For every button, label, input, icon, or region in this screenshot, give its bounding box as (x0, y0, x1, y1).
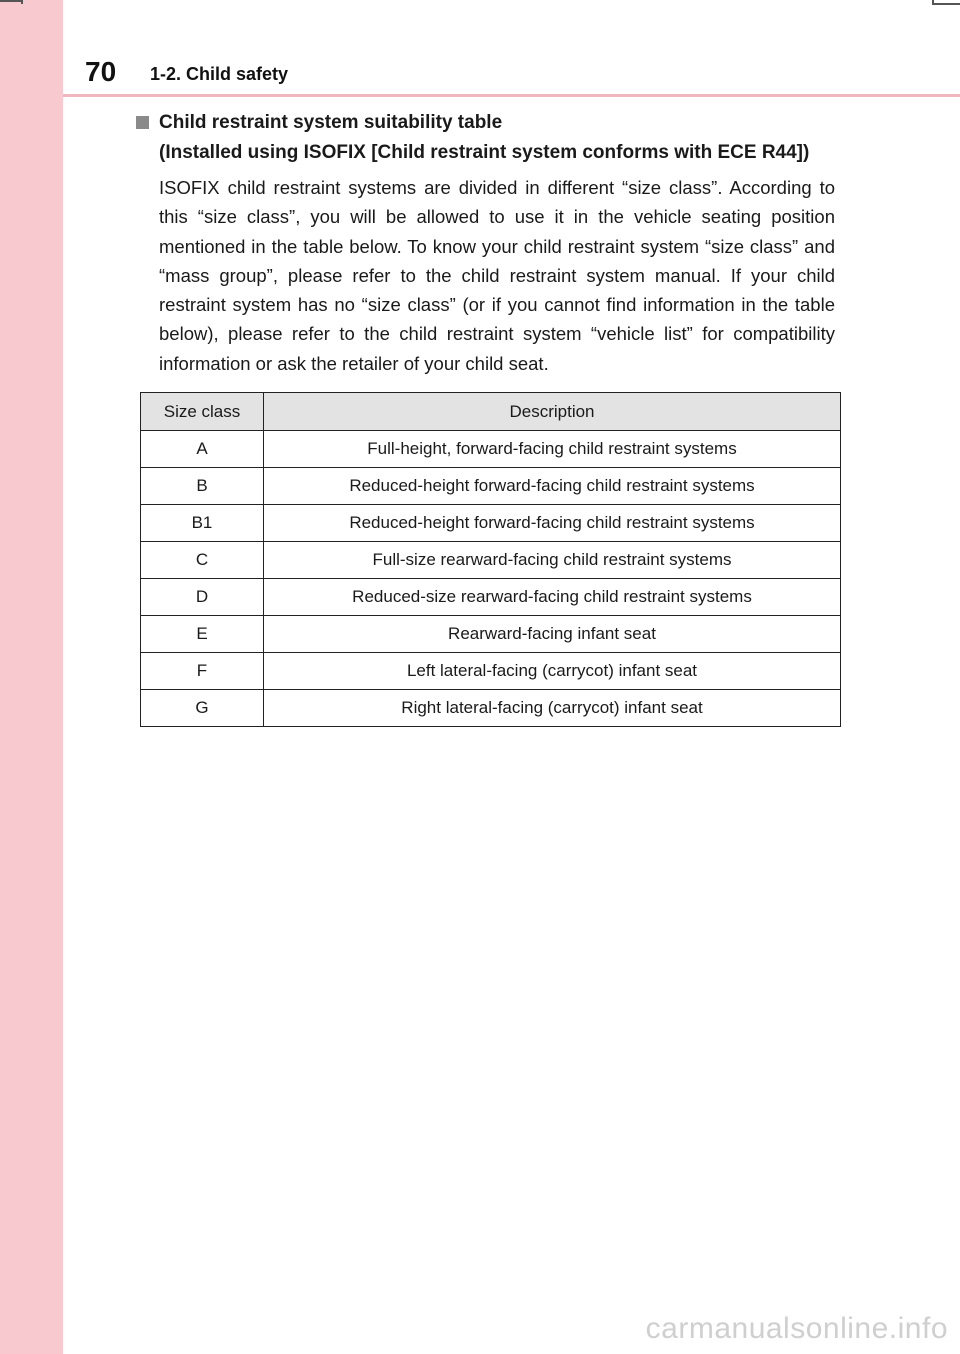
crop-mark-top-left (0, 0, 22, 2)
heading-line-1: Child restraint system suitability table (159, 112, 503, 133)
size-class-table (140, 392, 841, 727)
table-row (141, 579, 841, 616)
description-cell: Reduced-height forward-facing child restraint systems (264, 505, 841, 542)
description-cell: Full-size rearward-facing child restraint systems (264, 542, 841, 579)
table-row (141, 468, 841, 505)
description-cell: Left lateral-facing (carrycot) infant seat (264, 653, 841, 690)
table-row (141, 505, 841, 542)
table-row (141, 431, 841, 468)
header-size-class: Size class (141, 393, 264, 431)
description-cell: Reduced-size rearward-facing child restraint systems (264, 579, 841, 616)
table-row (141, 616, 841, 653)
page-number: 70 (85, 56, 117, 87)
table-heading (136, 108, 856, 168)
crop-mark-top-left-tick (21, 0, 23, 4)
table-row (141, 690, 841, 727)
size-class-cell: B1 (141, 505, 264, 542)
size-class-cell: C (141, 542, 264, 579)
size-class-cell: F (141, 653, 264, 690)
header-description: Description (264, 393, 841, 431)
table-header-row (141, 393, 841, 431)
size-class-cell: B (141, 468, 264, 505)
size-class-cell: E (141, 616, 264, 653)
section-title: 1-2. Child safety (150, 64, 289, 84)
crop-mark-top-right (932, 3, 960, 5)
table-row (141, 653, 841, 690)
table-row (141, 542, 841, 579)
header-rule (63, 94, 960, 97)
description-cell: Rearward-facing infant seat (264, 616, 841, 653)
description-cell: Right lateral-facing (carrycot) infant seat (264, 690, 841, 727)
left-margin-band (0, 0, 63, 1354)
crop-mark-top-right-tick (932, 0, 934, 4)
intro-paragraph: ISOFIX child restraint systems are divided in different “size class”. According to this “size class”, you will be allowed to use it in the vehicle seating position mentioned in the table below. To know your child restraint system “size class” and “mass group”, please refer to the child restraint system manual. If your child restraint system has no “size class” (or if you cannot find information in the table below), please refer to the child restraint system “vehicle list” for compatibility information or ask the retailer of your child seat. (159, 177, 835, 374)
description-cell: Reduced-height forward-facing child restraint systems (264, 468, 841, 505)
size-class-cell: A (141, 431, 264, 468)
bullet-square-icon (136, 116, 149, 129)
size-class-cell: G (141, 690, 264, 727)
heading-line-2: (Installed using ISOFIX [Child restraint system conforms with ECE R44]) (159, 142, 810, 163)
watermark: carmanualsonline.info (645, 1312, 948, 1345)
description-cell: Full-height, forward-facing child restraint systems (264, 431, 841, 468)
size-class-cell: D (141, 579, 264, 616)
